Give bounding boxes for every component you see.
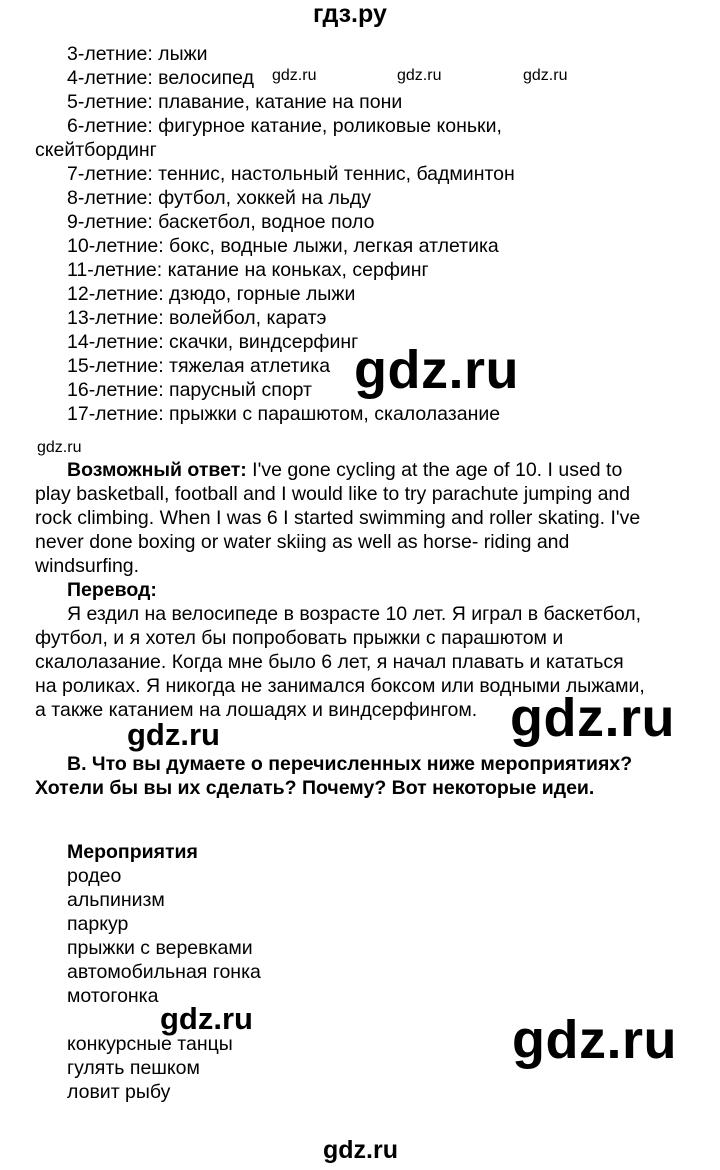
activity-item: паркур	[67, 913, 129, 935]
activity-item: родео	[67, 865, 122, 887]
watermark: gdz.ru	[523, 67, 568, 84]
list-item: 13-летние: волейбол, каратэ	[67, 307, 327, 329]
watermark: gdz.ru	[397, 67, 442, 84]
activity-item: ловит рыбу	[67, 1081, 171, 1103]
activity-item: альпинизм	[67, 889, 165, 911]
answer-line: rock climbing. When I was 6 I started swimming and roller skating. I've	[35, 507, 641, 529]
answer-label: Возможный ответ:	[67, 459, 247, 481]
answer-line: never done boxing or water skiing as well as horse- riding and	[35, 531, 570, 553]
answer-line: play basketball, football and I would like to try parachute jumping and	[35, 483, 631, 505]
answer-text: I've gone cycling at the age of 10. I used to	[246, 459, 623, 481]
watermark: gdz.ru	[127, 717, 220, 752]
activity-item: прыжки с веревками	[67, 937, 253, 959]
task-b-line: B. Что вы думаете о перечисленных ниже мероприятиях?	[67, 753, 633, 775]
list-item: 5-летние: плавание, катание на пони	[67, 91, 403, 113]
answer-line	[67, 458, 622, 482]
activity-item: мотогонка	[67, 985, 159, 1007]
list-item: 6-летние: фигурное катание, роликовые коньки,	[67, 115, 502, 137]
translation-line: Я ездил на велосипеде в возрасте 10 лет. Я играл в баскетбол,	[67, 603, 642, 625]
watermark: gdz.ru	[272, 67, 317, 84]
list-item: 7-летние: теннис, настольный теннис, бадминтон	[67, 163, 515, 185]
list-item: 10-летние: бокс, водные лыжи, легкая атлетика	[67, 235, 499, 257]
watermark: gdz.ru	[510, 688, 675, 748]
translation-label: Перевод:	[67, 579, 157, 601]
translation-line: скалолазание. Когда мне было 6 лет, я начал плавать и кататься	[35, 651, 624, 673]
list-item: 15-летние: тяжелая атлетика	[67, 355, 331, 377]
list-item: 17-летние: прыжки с парашютом, скалолазание	[67, 403, 501, 425]
translation-line: а также катанием на лошадях и виндсерфингом.	[35, 699, 478, 721]
page-header: гдз.ру	[313, 0, 387, 28]
watermark: gdz.ru	[37, 439, 82, 456]
list-item: скейтбординг	[35, 139, 157, 161]
list-item: 9-летние: баскетбол, водное поло	[67, 211, 375, 233]
activity-item: гулять пешком	[67, 1057, 200, 1079]
activities-title: Мероприятия	[67, 841, 198, 863]
watermark: gdz.ru	[512, 1010, 677, 1070]
list-item: 16-летние: парусный спорт	[67, 379, 312, 401]
translation-line: футбол, и я хотел бы попробовать прыжки с парашютом и	[35, 627, 564, 649]
list-item: 8-летние: футбол, хоккей на льду	[67, 187, 372, 209]
watermark: gdz.ru	[160, 1001, 253, 1036]
list-item: 3-летние: лыжи	[67, 43, 208, 65]
list-item: 4-летние: велосипед	[67, 67, 254, 89]
answer-line: windsurfing.	[35, 555, 140, 577]
watermark: gdz.ru	[354, 340, 519, 400]
activity-item: конкурсные танцы	[67, 1033, 233, 1055]
activity-item: автомобильная гонка	[67, 961, 261, 983]
translation-line: на роликах. Я никогда не занимался боксом или водными лыжами,	[35, 675, 645, 697]
task-b-line: Хотели бы вы их сделать? Почему? Вот некоторые идеи.	[35, 777, 595, 799]
list-item: 14-летние: скачки, виндсерфинг	[67, 331, 359, 353]
list-item: 11-летние: катание на коньках, серфинг	[67, 259, 429, 281]
list-item: 12-летние: дзюдо, горные лыжи	[67, 283, 356, 305]
page-footer: gdz.ru	[323, 1136, 398, 1164]
